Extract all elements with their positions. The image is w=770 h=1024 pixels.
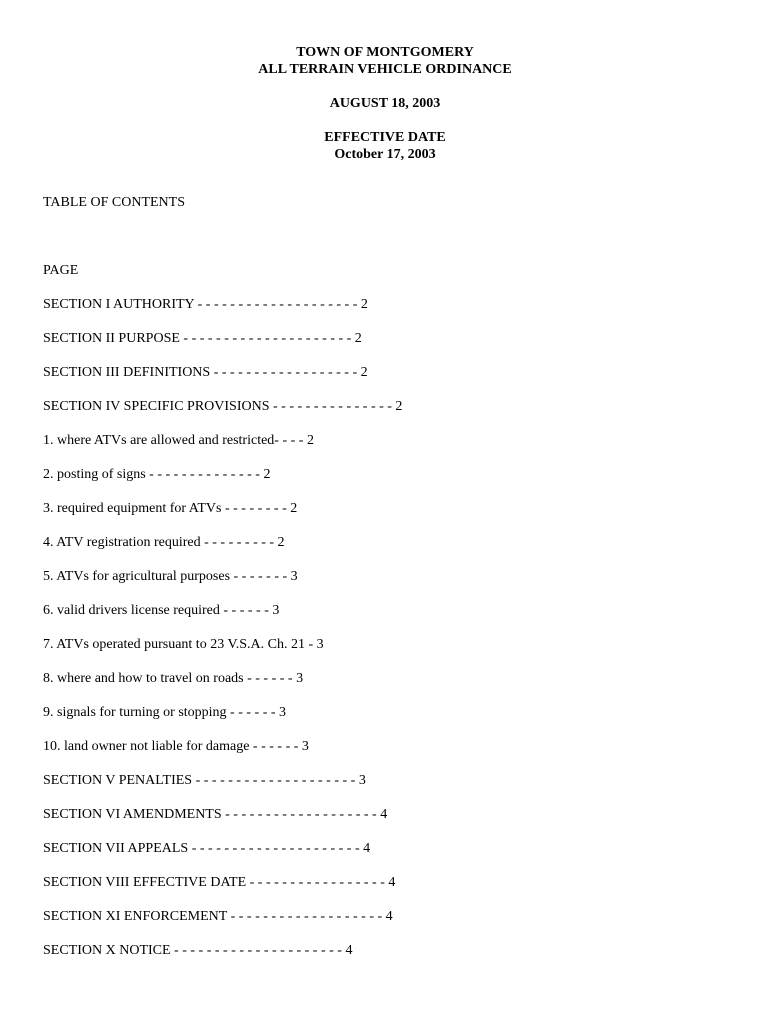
page-column-label: PAGE [43,263,79,278]
toc-entry: SECTION X NOTICE - - - - - - - - - - - - - - - - - - - - - 4 [43,943,353,958]
toc-entry: SECTION II PURPOSE - - - - - - - - - - - - - - - - - - - - - 2 [43,331,362,346]
toc-entry: SECTION VII APPEALS - - - - - - - - - - - - - - - - - - - - - 4 [43,841,371,856]
toc-entry: 1. where ATVs are allowed and restricted- - - - 2 [43,433,314,448]
effective-date-label: EFFECTIVE DATE [324,130,446,145]
effective-date: October 17, 2003 [334,147,436,162]
toc-entry: 2. posting of signs - - - - - - - - - - - - - - 2 [43,467,271,482]
toc-entry: 4. ATV registration required - - - - - - - - - 2 [43,535,285,550]
toc-entry: 3. required equipment for ATVs - - - - - - - - 2 [43,501,298,516]
toc-entry: SECTION V PENALTIES - - - - - - - - - - - - - - - - - - - - 3 [43,773,366,788]
toc-entry: 8. where and how to travel on roads - - - - - - 3 [43,671,304,686]
toc-entry: 6. valid drivers license required - - - - - - 3 [43,603,280,618]
toc-entry: 5. ATVs for agricultural purposes - - - - - - - 3 [43,569,298,584]
ordinance-date: AUGUST 18, 2003 [329,96,441,111]
toc-entry: SECTION IV SPECIFIC PROVISIONS - - - - - - - - - - - - - - - 2 [43,399,403,414]
toc-entry: SECTION VI AMENDMENTS - - - - - - - - - - - - - - - - - - - 4 [43,807,388,822]
toc-entry: 9. signals for turning or stopping - - - - - - 3 [43,705,287,720]
toc-entry: SECTION I AUTHORITY - - - - - - - - - - - - - - - - - - - - 2 [43,297,368,312]
toc-list [43,296,402,976]
toc-entry: SECTION VIII EFFECTIVE DATE - - - - - - - - - - - - - - - - - 4 [43,875,396,890]
ordinance-title: ALL TERRAIN VEHICLE ORDINANCE [258,62,512,77]
toc-entry: 10. land owner not liable for damage - - - - - - 3 [43,739,309,754]
town-name: TOWN OF MONTGOMERY [296,45,474,60]
document-header [0,44,770,163]
toc-entry: SECTION XI ENFORCEMENT - - - - - - - - - - - - - - - - - - - 4 [43,909,393,924]
toc-title: TABLE OF CONTENTS [43,195,185,210]
toc-entry: 7. ATVs operated pursuant to 23 V.S.A. Ch. 21 - 3 [43,637,324,652]
toc-entry: SECTION III DEFINITIONS - - - - - - - - - - - - - - - - - - 2 [43,365,368,380]
